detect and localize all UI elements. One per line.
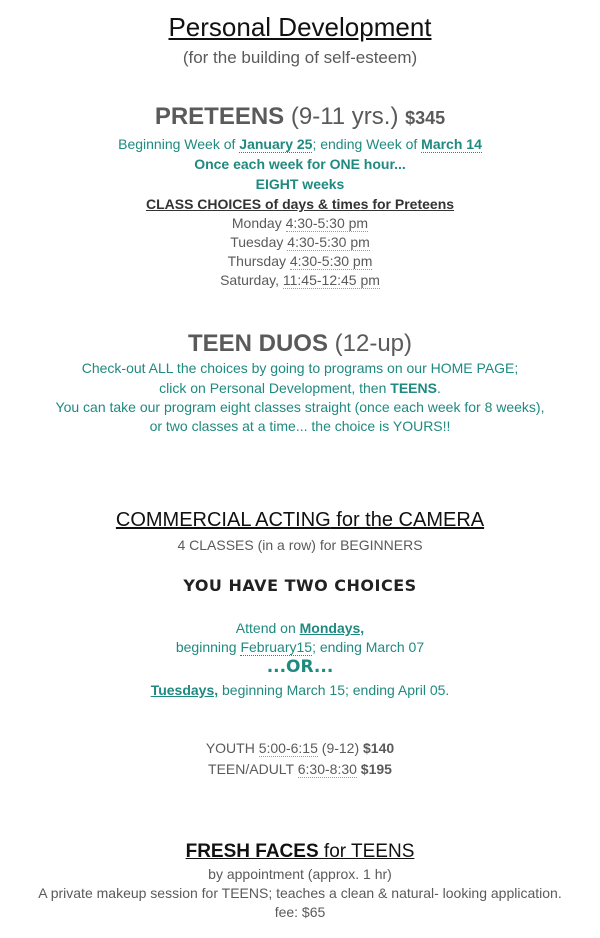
monday-option-dates: beginning February15; ending March 07 <box>175 639 425 655</box>
preteens-class-choices-heading: CLASS CHOICES of days & times for Preteens <box>145 196 455 212</box>
preteens-dates: Beginning Week of January 25; ending Week of March 14 <box>118 136 482 152</box>
teen-duos-line: or two classes at a time... the choice is YOURS!! <box>149 418 451 434</box>
commercial-acting-title: COMMERCIAL ACTING for the CAMERA <box>115 509 485 531</box>
preteens-price: $345 <box>405 108 446 128</box>
fresh-faces-title: FRESH FACES for TEENS <box>185 841 415 862</box>
teen-duos-line: click on Personal Development, then TEENS. <box>159 380 441 396</box>
fresh-faces-description: A private makeup session for TEENS; teaches a clean & natural- looking application. <box>38 885 562 901</box>
preteens-duration: EIGHT weeks <box>255 176 345 192</box>
teen-duos-heading: TEEN DUOS (12-up) <box>187 330 413 357</box>
adult-price-line: TEEN/ADULT 6:30-8:30 $195 <box>208 761 392 777</box>
commercial-subtitle: 4 CLASSES (in a row) for BEGINNERS <box>177 537 423 553</box>
youth-price-line: YOUTH 5:00-6:15 (9-12) $140 <box>205 740 395 756</box>
preteens-frequency: Once each week for ONE hour... <box>194 156 406 172</box>
or-separator: ...OR... <box>266 657 334 677</box>
tuesday-option-line: Tuesdays, beginning March 15; ending April 05. <box>150 682 450 698</box>
preteens-heading: PRETEENS (9-11 yrs.) $345 <box>154 103 446 130</box>
schedule-slot: Thursday 4:30-5:30 pm <box>227 253 373 269</box>
schedule-slot: Monday 4:30-5:30 pm <box>231 215 369 231</box>
schedule-slot: Tuesday 4:30-5:30 pm <box>230 234 370 250</box>
section-title-personal-development: Personal Development <box>168 12 432 42</box>
fresh-faces-fee: fee: $65 <box>274 904 326 920</box>
teen-duos-line: Check-out ALL the choices by going to programs on our HOME PAGE; <box>81 360 519 376</box>
schedule-slot: Saturday, 11:45-12:45 pm <box>220 272 380 288</box>
monday-option-line: Attend on Mondays, <box>235 620 365 636</box>
teen-duos-line: You can take our program eight classes straight (once each week for 8 weeks), <box>55 399 545 415</box>
fresh-faces-line: by appointment (approx. 1 hr) <box>208 866 392 882</box>
two-choices-heading: YOU HAVE TWO CHOICES <box>183 576 417 595</box>
section-subtitle: (for the building of self-esteem) <box>182 48 418 67</box>
